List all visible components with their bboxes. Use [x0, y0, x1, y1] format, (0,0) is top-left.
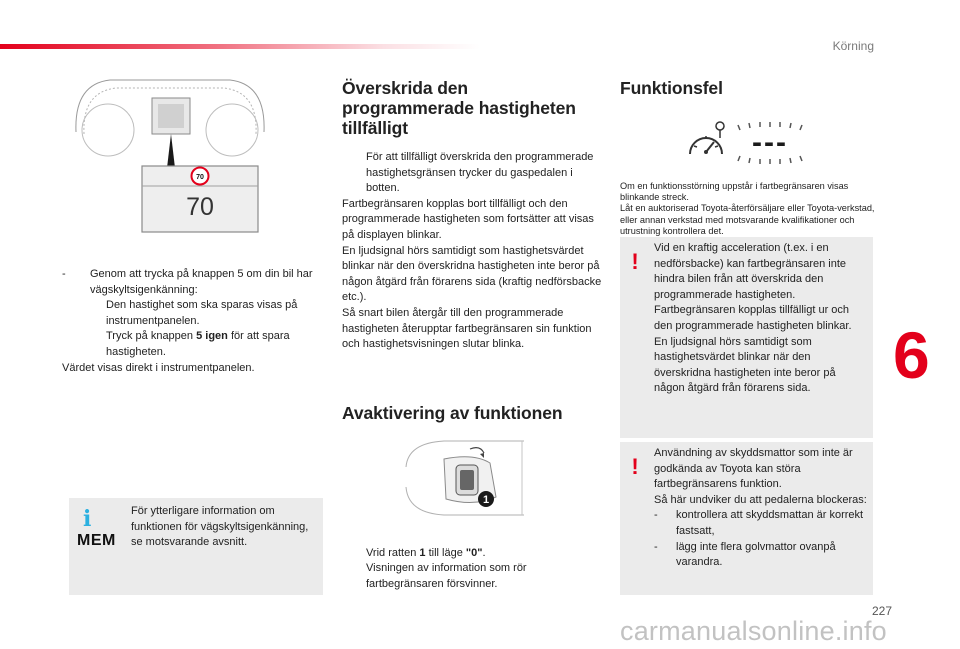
warning-icon: !	[631, 454, 639, 479]
warning-box-acceleration	[620, 237, 873, 438]
warn2-para-2: Så här undviker du att pedalerna blockeras:	[654, 493, 867, 506]
info-text: För ytterligare information om funktionen för vägskyltsigenkänning, se motsvarande avsnitt.	[131, 505, 309, 549]
column-middle	[342, 78, 602, 593]
fault-text-2: Låt en auktoriserad Toyota-återförsäljare eller Toyota-verkstad, eller annan verkstad med motsvarande kvalifikationer och utrustning kontrollera det.	[620, 203, 875, 236]
step-1-text: Genom att trycka på knappen 5 om din bil har vägskyltsigenkänning:	[90, 268, 313, 296]
step-1b-text-pre: Tryck på knappen	[106, 330, 197, 343]
deactivate-text-pre: Vrid ratten	[366, 546, 420, 559]
instrument-panel-illustration	[70, 70, 270, 238]
step-1b-text-post: för att spara hastigheten.	[106, 330, 290, 358]
heading-fault: Funktionsfel	[620, 78, 723, 98]
blinking-dashes: ---	[752, 126, 788, 159]
fault-text-1: Om en funktionsstörning uppstår i fartbegränsaren visas blinkande streck.	[620, 181, 849, 203]
page-number: 227	[871, 604, 892, 618]
exceed-para-3: Så snart bilen återgår till den programmerade hastigheten återupptar fartbegränsaren sin funktion och hastighetsvisningen slutar blinka.	[342, 306, 592, 351]
deactivate-text-post: .	[482, 546, 486, 559]
warn2-para-1: Användning av skyddsmattor som inte är godkända av Toyota kan störa fartbegränsarens funktion.	[654, 447, 853, 491]
section-title: Körning	[832, 39, 874, 53]
dash-marker: -	[62, 268, 66, 280]
warn1-para-2: Fartbegränsaren kopplas tillfälligt ur och den programmerade hastigheten blinkar.	[654, 304, 852, 332]
exceed-step-text: För att tillfälligt överskrida den programmerade hastighetsgränsen trycker du gaspedalen i botten.	[366, 151, 594, 195]
pointer-arrow-icon	[167, 134, 175, 168]
dash-marker: -	[654, 540, 658, 553]
step-1	[62, 267, 322, 298]
heading-deactivate: Avaktivering av funktionen	[342, 402, 563, 423]
chapter-number: 6	[893, 318, 930, 392]
warn2-dash-1-text: kontrollera att skyddsmattan är korrekt fastsatt,	[676, 509, 864, 537]
deactivate-bold-2: "0"	[465, 546, 483, 559]
speed-sign-value: 70	[196, 174, 204, 181]
column-left	[62, 70, 322, 376]
speed-display-value: 70	[186, 193, 214, 221]
dash-marker: -	[654, 509, 658, 522]
watermark: carmanualsonline.info	[620, 616, 887, 646]
warning-icon: !	[631, 249, 639, 274]
step-1a-text: Den hastighet som ska sparas visas på instrumentpanelen.	[106, 299, 298, 327]
step-1a	[62, 298, 322, 329]
speedometer-icon	[690, 122, 724, 154]
callout-1-label: 1	[482, 493, 490, 506]
exceed-para-1: Fartbegränsaren kopplas bort tillfälligt och den programmerade hastigheten som fortsätter att visas på displayen blinkar.	[342, 197, 594, 241]
rotate-arrow-icon	[480, 453, 484, 458]
deactivate-step	[342, 546, 602, 593]
column-right	[620, 78, 878, 237]
steering-stalk-illustration	[404, 437, 534, 519]
deactivate-text-mid: till läge	[425, 546, 466, 559]
step-1b	[62, 329, 322, 360]
header-accent-bar	[0, 44, 480, 49]
warn2-dash-2-text: lägg inte flera golvmattor ovanpå varandra.	[676, 540, 836, 569]
warn1-para-3: En ljudsignal hörs samtidigt som hastighetsvärdet blinkar när den överskridna hastigheten inte beror på någon åtgärd från förarens sida.	[654, 335, 836, 395]
result-text: Värdet visas direkt i instrumentpanelen.	[62, 361, 255, 374]
exceed-para-2: En ljudsignal hörs samtidigt som hastighetsvärdet blinkar när den överskridna hastigheten inte beror på någon åtgärd från förarens sida (kraftig nedförsbacke etc.).	[342, 244, 602, 304]
warn2-dash-1	[654, 508, 868, 539]
step-1b-bold: 5 igen	[196, 330, 228, 343]
info-box	[69, 498, 323, 595]
exceed-step	[342, 150, 602, 197]
mem-button-label: MEM	[77, 532, 116, 549]
warn2-dash-2	[654, 540, 868, 571]
warning-box-mats	[620, 442, 873, 595]
info-icon: i	[83, 506, 92, 532]
deactivate-text-line2: Visningen av information som rör fartbegränsaren försvinner.	[366, 562, 527, 590]
deactivate-bold-1: 1	[419, 546, 426, 559]
fault-display-illustration	[682, 116, 832, 168]
warn1-para-1: Vid en kraftig acceleration (t.ex. i en nedförsbacke) kan fartbegränsaren inte hindra bilen från att överskrida den programmerade hastigheten.	[654, 242, 847, 301]
heading-exceed: Överskrida den programmerade hastigheten tillfälligt	[342, 78, 576, 138]
